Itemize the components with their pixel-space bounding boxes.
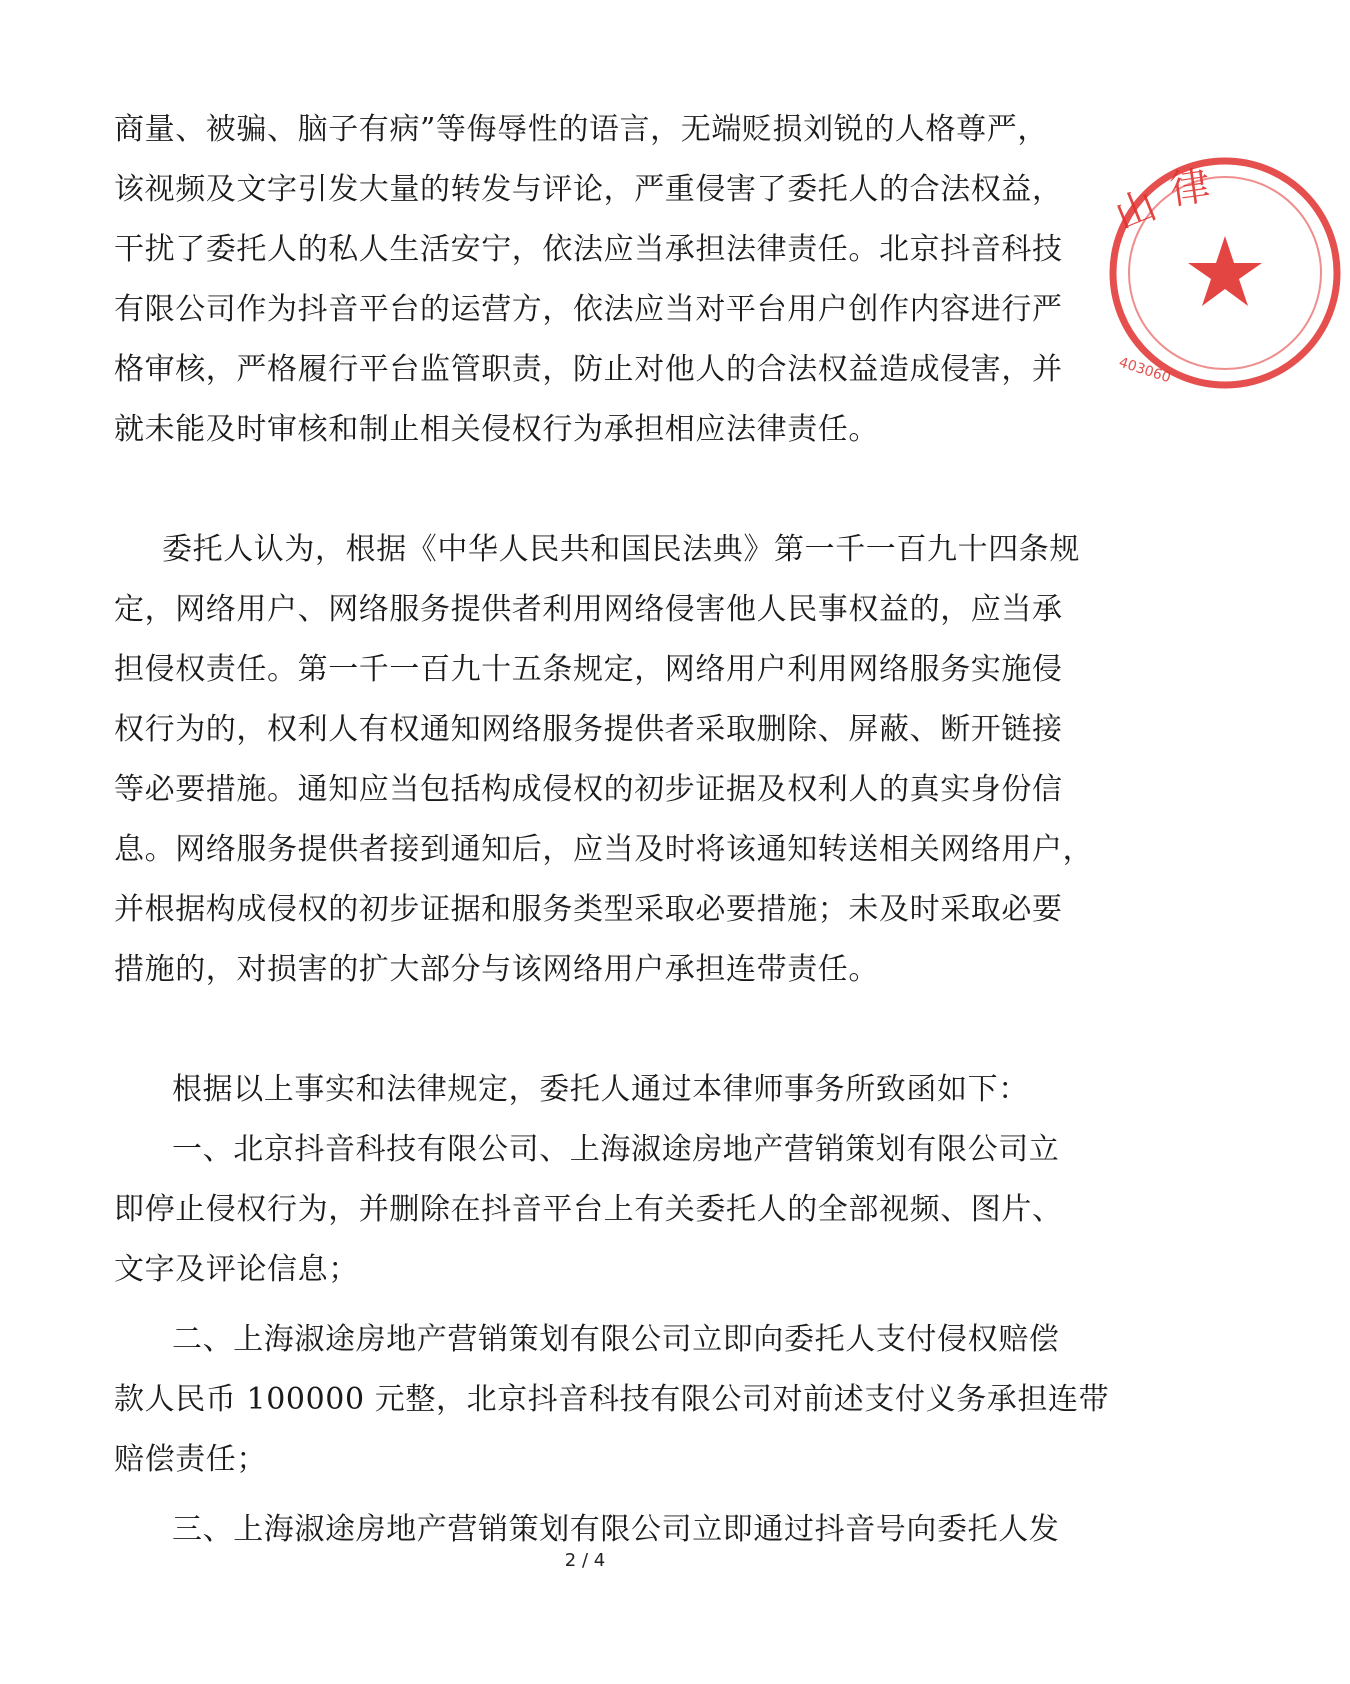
paragraph-line: 商量、被骗、脑子有病”等侮辱性的语言，无端贬损刘锐的人格尊严，: [114, 112, 1048, 147]
paragraph-line: 二、上海淑途房地产营销策划有限公司立即向委托人支付侵权赔偿: [172, 1322, 1060, 1357]
paragraph-line: 措施的，对损害的扩大部分与该网络用户承担连带责任。: [114, 952, 879, 987]
svg-text:律: 律: [1166, 162, 1214, 214]
paragraph-line: 文字及评论信息；: [114, 1252, 359, 1287]
paragraph-line: 款人民币 100000 元整，北京抖音科技有限公司对前述支付义务承担连带: [114, 1382, 1110, 1417]
paragraph-line: 委托人认为，根据《中华人民共和国民法典》第一千一百九十四条规: [162, 532, 1080, 567]
paragraph-line: 等必要措施。通知应当包括构成侵权的初步证据及权利人的真实身份信: [114, 772, 1063, 807]
paragraph-line: 格审核，严格履行平台监管职责，防止对他人的合法权益造成侵害，并: [114, 352, 1063, 387]
paragraph-line: 该视频及文字引发大量的转发与评论，严重侵害了委托人的合法权益，: [114, 172, 1063, 207]
paragraph-line: 就未能及时审核和制止相关侵权行为承担相应法律责任。: [114, 412, 879, 447]
paragraph-line: 赔偿责任；: [114, 1442, 267, 1477]
seal-stamp: [1100, 148, 1350, 398]
paragraph-line: 三、上海淑途房地产营销策划有限公司立即通过抖音号向委托人发: [172, 1512, 1060, 1547]
svg-text:山: 山: [1108, 181, 1163, 240]
paragraph-line: 即停止侵权行为，并删除在抖音平台上有关委托人的全部视频、图片、: [114, 1192, 1063, 1227]
svg-text:403060: 403060: [1116, 354, 1173, 387]
paragraph-line: 干扰了委托人的私人生活安宁，依法应当承担法律责任。北京抖音科技: [114, 232, 1063, 267]
paragraph-line: 权行为的，权利人有权通知网络服务提供者采取删除、屏蔽、断开链接: [114, 712, 1063, 747]
paragraph-line: 根据以上事实和法律规定，委托人通过本律师事务所致函如下：: [172, 1072, 1029, 1107]
paragraph-line: 一、北京抖音科技有限公司、上海淑途房地产营销策划有限公司立: [172, 1132, 1060, 1167]
paragraph-line: 担侵权责任。第一千一百九十五条规定，网络用户利用网络服务实施侵: [114, 652, 1063, 687]
page-number: 2 / 4: [564, 1550, 606, 1571]
paragraph-line: 有限公司作为抖音平台的运营方，依法应当对平台用户创作内容进行严: [114, 292, 1063, 327]
paragraph-line: 定，网络用户、网络服务提供者利用网络侵害他人民事权益的，应当承: [114, 592, 1063, 627]
paragraph-line: 息。网络服务提供者接到通知后，应当及时将该通知转送相关网络用户，: [114, 832, 1094, 867]
paragraph-line: 并根据构成侵权的初步证据和服务类型采取必要措施；未及时采取必要: [114, 892, 1063, 927]
